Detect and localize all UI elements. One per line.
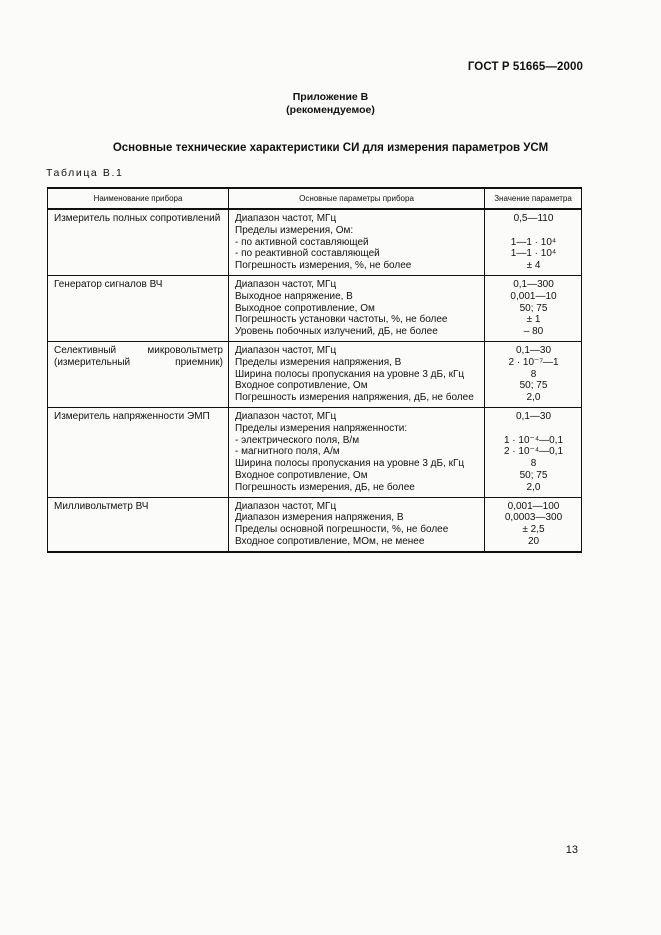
param-label: - по реактивной составляющей [235, 248, 380, 260]
param-value: ± 2,5 [522, 524, 545, 536]
table-row [48, 407, 582, 497]
param-label: Входное сопротивление, Ом [235, 469, 368, 481]
param-value: 0,5—110 [513, 213, 554, 224]
param-label: Диапазон измерения напряжения, В [235, 512, 404, 524]
param-label: Пределы измерения, Ом: [235, 224, 354, 236]
param-label: Погрешность установки частоты, %, не более [235, 314, 448, 326]
page-number: 13 [565, 844, 578, 856]
device-name: Селективный микровольтметр (измерительный приемник) [54, 344, 223, 368]
device-params-cell [229, 407, 485, 497]
param-value: 20 [527, 535, 540, 547]
param-value: 2,0 [526, 481, 541, 493]
param-label: Погрешность измерения, %, не более [235, 260, 412, 272]
param-label: Диапазон частот, МГц [235, 344, 337, 356]
appendix-title: Приложение В [292, 91, 369, 103]
param-values-cell [485, 497, 582, 552]
param-label: Выходное сопротивление, Ом [235, 302, 375, 314]
param-label: Входное сопротивление, МОм, не менее [235, 535, 425, 547]
table-header-row [48, 188, 582, 209]
device-name-cell [48, 497, 229, 552]
appendix-heading [0, 91, 661, 117]
param-value: – 80 [523, 326, 544, 338]
table-row [48, 275, 582, 341]
device-params-cell [229, 497, 485, 552]
param-label: - электрического поля, В/м [235, 434, 360, 446]
param-value: 0,1—30 [515, 344, 552, 356]
header-device-name: Наименование прибора [48, 188, 229, 209]
param-label: Диапазон частот, МГц [235, 500, 337, 512]
param-values-cell [485, 341, 582, 407]
device-name: Измеритель полных сопротивлений [54, 213, 221, 224]
table-row [48, 209, 582, 275]
header-param-value: Значение параметра [485, 188, 582, 209]
param-value: 1—1 · 10⁴ [510, 236, 557, 248]
table-label: Таблица В.1 [46, 167, 124, 179]
appendix-subtitle: (рекомендуемое) [286, 104, 375, 116]
device-params-cell [229, 209, 485, 275]
standard-code: ГОСТ Р 51665—2000 [467, 61, 583, 73]
table-row [48, 341, 582, 407]
param-label: Диапазон частот, МГц [235, 278, 337, 290]
param-label: Выходное напряжение, В [235, 290, 353, 302]
param-values-cell [485, 275, 582, 341]
param-label: Пределы измерения напряжения, В [235, 356, 402, 368]
param-label: - магнитного поля, А/м [235, 446, 340, 458]
device-name-cell [48, 341, 229, 407]
param-value: ± 1 [526, 314, 541, 326]
param-value: 8 [530, 458, 537, 470]
spec-table [47, 187, 582, 553]
param-label: Пределы основной погрешности, %, не более [235, 524, 449, 536]
device-params-cell [229, 275, 485, 341]
param-value [491, 423, 576, 435]
device-name-cell [48, 275, 229, 341]
param-label: Погрешность измерения, дБ, не более [235, 481, 415, 493]
param-label: Уровень побочных излучений, дБ, не более [235, 326, 438, 338]
param-label: Ширина полосы пропускания на уровне 3 дБ, кГц [235, 458, 465, 470]
param-value: 1—1 · 10⁴ [510, 248, 557, 260]
param-value [491, 225, 576, 237]
table-row [48, 497, 582, 552]
param-value: 1 · 10⁻⁴—0,1 [503, 434, 564, 446]
param-value: 2,0 [526, 392, 541, 404]
param-label: Входное сопротивление, Ом [235, 380, 368, 392]
param-label: Погрешность измерения напряжения, дБ, не более [235, 392, 474, 404]
param-value: ± 4 [526, 260, 541, 272]
device-name-cell [48, 209, 229, 275]
param-values-cell [485, 407, 582, 497]
device-params-cell [229, 341, 485, 407]
param-value: 2 · 10⁻⁷—1 [508, 356, 559, 368]
device-name: Генератор сигналов ВЧ [54, 278, 163, 290]
param-value: 0,001—100 [507, 500, 560, 512]
param-value: 0,001—10 [510, 290, 557, 302]
param-value: 0,1—30 [515, 410, 552, 422]
param-value: 2 · 10⁻⁴—0,1 [503, 446, 564, 458]
param-label: Пределы измерения напряженности: [235, 422, 408, 434]
param-value: 50; 75 [519, 380, 548, 392]
table-body [48, 209, 582, 552]
device-name-cell [48, 407, 229, 497]
param-value: 50; 75 [519, 469, 548, 481]
param-label: Диапазон частот, МГц [235, 410, 337, 422]
param-values-cell [485, 209, 582, 275]
header-main-params: Основные параметры прибора [229, 188, 485, 209]
param-label: Ширина полосы пропускания на уровне 3 дБ, кГц [235, 368, 465, 380]
document-title: Основные технические характеристики СИ для измерения параметров УСМ [112, 142, 549, 154]
param-label: Диапазон частот, МГц [235, 213, 337, 224]
device-name: Милливольтметр ВЧ [54, 500, 149, 512]
param-label: - по активной составляющей [235, 236, 369, 248]
param-value: 0,0003—300 [504, 512, 563, 524]
param-value: 0,1—300 [513, 278, 554, 290]
device-name: Измеритель напряженности ЭМП [54, 410, 210, 422]
param-value: 8 [530, 368, 537, 380]
param-value: 50; 75 [519, 302, 548, 314]
